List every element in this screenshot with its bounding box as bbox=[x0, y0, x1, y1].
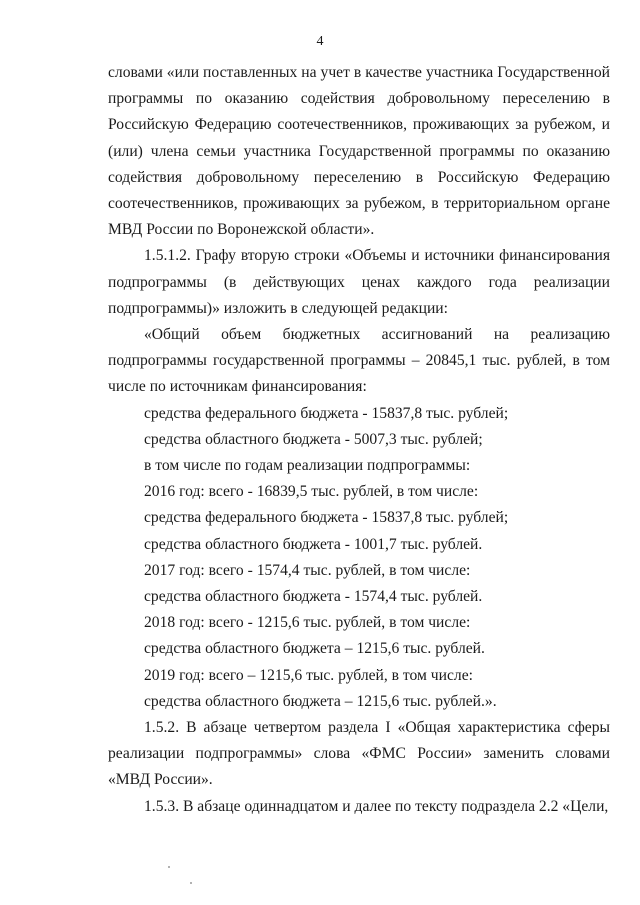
budget-line: средства федерального бюджета - 15837,8 тыс. рублей; bbox=[144, 404, 509, 422]
scan-speck bbox=[168, 866, 170, 868]
budget-line: средства областного бюджета - 5007,3 тыс. рублей; bbox=[144, 430, 483, 448]
paragraph-1-5-1-2: 1.5.1.2. Графу вторую строки «Объемы и источники финансирования подпрограммы (в действующих ценах каждого года реализации подпрограммы)» изложить в следующей редакции: bbox=[108, 247, 610, 317]
budget-line: средства областного бюджета – 1215,6 тыс. рублей.». bbox=[144, 692, 497, 710]
paragraph-1-5-2: 1.5.2. В абзаце четвертом раздела I «Общая характеристика сферы реализации подпрограммы» слова «ФМС России» заменить словами «МВД России». bbox=[108, 719, 610, 789]
budget-line: средства областного бюджета – 1215,6 тыс. рублей. bbox=[144, 640, 485, 658]
document-body bbox=[108, 60, 610, 820]
budget-line: 2018 год: всего - 1215,6 тыс. рублей, в том числе: bbox=[144, 614, 471, 632]
budget-line: средства областного бюджета - 1001,7 тыс. рублей. bbox=[144, 535, 483, 553]
paragraph-total-budget: «Общий объем бюджетных ассигнований на реализацию подпрограммы государственной программы – 20845,1 тыс. рублей, в том числе по источникам финансирования: bbox=[108, 326, 610, 396]
paragraph-continuation: словами «или поставленных на учет в качестве участника Государственной программы по оказанию содействия добровольному переселению в Российскую Федерацию соотечественников, проживающих за рубежом, и (или) члена семьи участника Государственной программы по оказанию содействия добровольному переселению в Российскую Федерацию соотечественников, проживающих за рубежом, в территориальном органе МВД России по Воронежской области». bbox=[108, 64, 610, 239]
paragraph-1-5-3: 1.5.3. В абзаце одиннадцатом и далее по тексту подраздела 2.2 «Цели, bbox=[144, 797, 609, 815]
budget-line: 2017 год: всего - 1574,4 тыс. рублей, в том числе: bbox=[144, 561, 471, 579]
page-number: 4 bbox=[316, 34, 324, 49]
budget-line: средства федерального бюджета - 15837,8 тыс. рублей; bbox=[144, 509, 509, 527]
budget-line: средства областного бюджета - 1574,4 тыс. рублей. bbox=[144, 588, 483, 606]
budget-line: 2016 год: всего - 16839,5 тыс. рублей, в том числе: bbox=[144, 483, 479, 501]
scan-speck bbox=[190, 882, 192, 884]
budget-line: 2019 год: всего – 1215,6 тыс. рублей, в том числе: bbox=[144, 666, 473, 684]
budget-line: в том числе по годам реализации подпрограммы: bbox=[144, 457, 471, 475]
budget-breakdown-list bbox=[108, 401, 610, 715]
